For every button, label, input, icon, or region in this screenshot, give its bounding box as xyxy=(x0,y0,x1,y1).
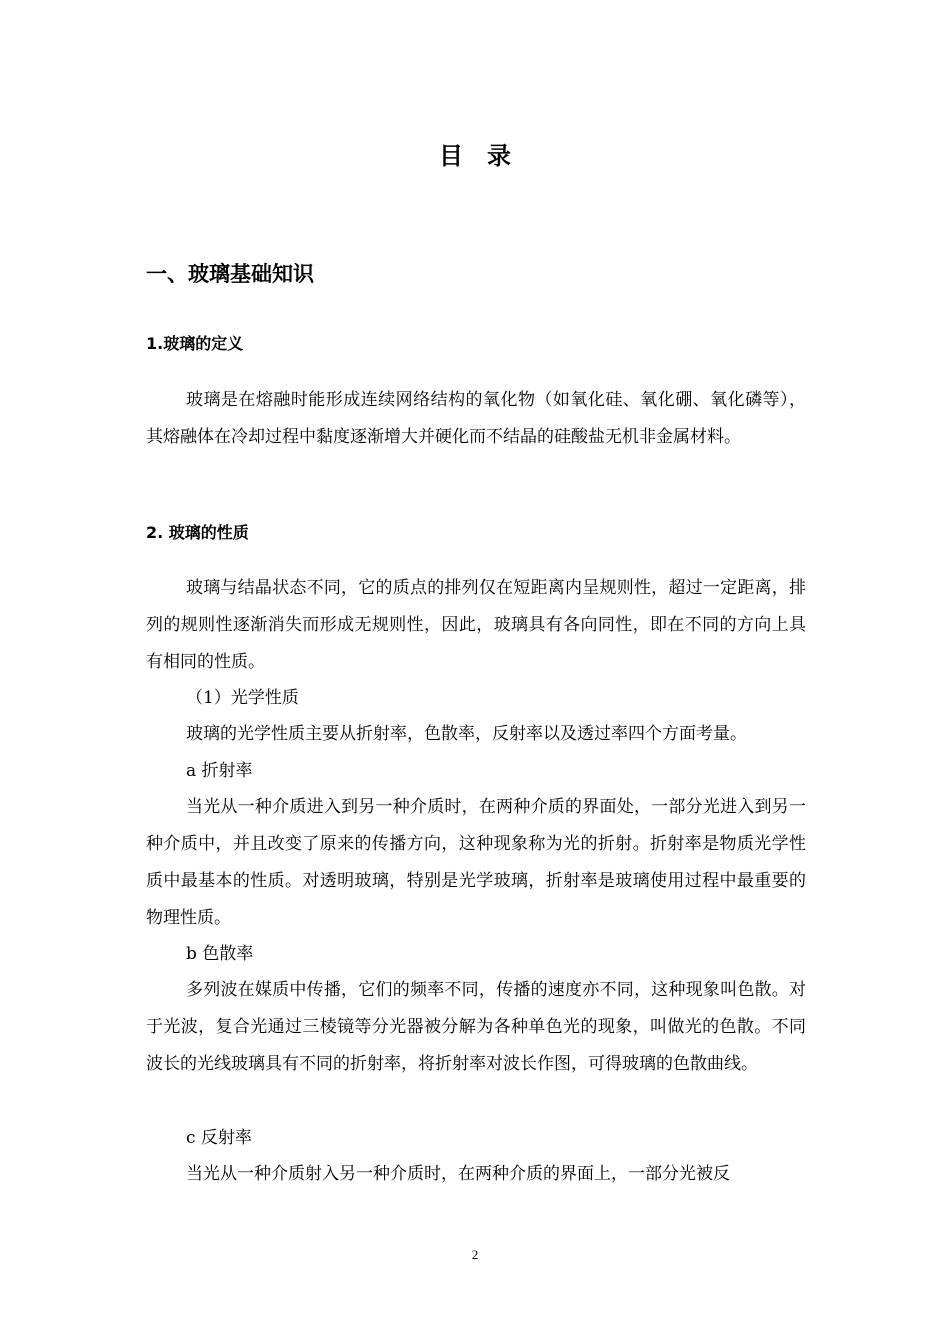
optical-properties-intro: 玻璃的光学性质主要从折射率，色散率，反射率以及透过率四个方面考量。 xyxy=(186,724,747,744)
definition-paragraph: 玻璃是在熔融时能形成连续网络结构的氧化物（如氧化硅、氧化硼、氧化磷等），其熔融体在冷却过程中黏度逐渐增大并硬化而不结晶的硅酸盐无机非金属材料。 xyxy=(146,390,806,447)
toc-title: 目录 xyxy=(439,142,535,170)
refraction-paragraph: 当光从一种介质进入到另一种介质时，在两种介质的界面处，一部分光进入到另一种介质中，并且改变了原来的传播方向，这种现象称为光的折射。折射率是物质光学性质中最基本的性质。对透明玻璃，特别是光学玻璃，折射率是玻璃使用过程中最重要的物理性质。 xyxy=(146,797,806,928)
refraction-label: a 折射率 xyxy=(186,761,253,781)
subsection-heading-properties: 2. 玻璃的性质 xyxy=(146,523,249,542)
reflection-paragraph: 当光从一种介质射入另一种介质时，在两种介质的界面上，一部分光被反 xyxy=(186,1164,730,1184)
section-heading: 一、玻璃基础知识 xyxy=(146,262,314,286)
dispersion-label: b 色散率 xyxy=(186,944,254,964)
reflection-label: c 反射率 xyxy=(186,1128,252,1148)
properties-paragraph: 玻璃与结晶状态不同，它的质点的排列仅在短距离内呈规则性，超过一定距离，排列的规则性逐渐消失而形成无规则性，因此，玻璃具有各向同性，即在不同的方向上具有相同的性质。 xyxy=(146,578,806,672)
dispersion-paragraph: 多列波在媒质中传播，它们的频率不同，传播的速度亦不同，这种现象叫色散。对于光波，复合光通过三棱镜等分光器被分解为各种单色光的现象，叫做光的色散。不同波长的光线玻璃具有不同的折射率，将折射率对波长作图，可得玻璃的色散曲线。 xyxy=(146,980,806,1074)
page-number: 2 xyxy=(471,1247,479,1262)
optical-properties-heading: （1）光学性质 xyxy=(186,688,299,708)
subsection-heading-definition: 1.玻璃的定义 xyxy=(146,334,244,353)
